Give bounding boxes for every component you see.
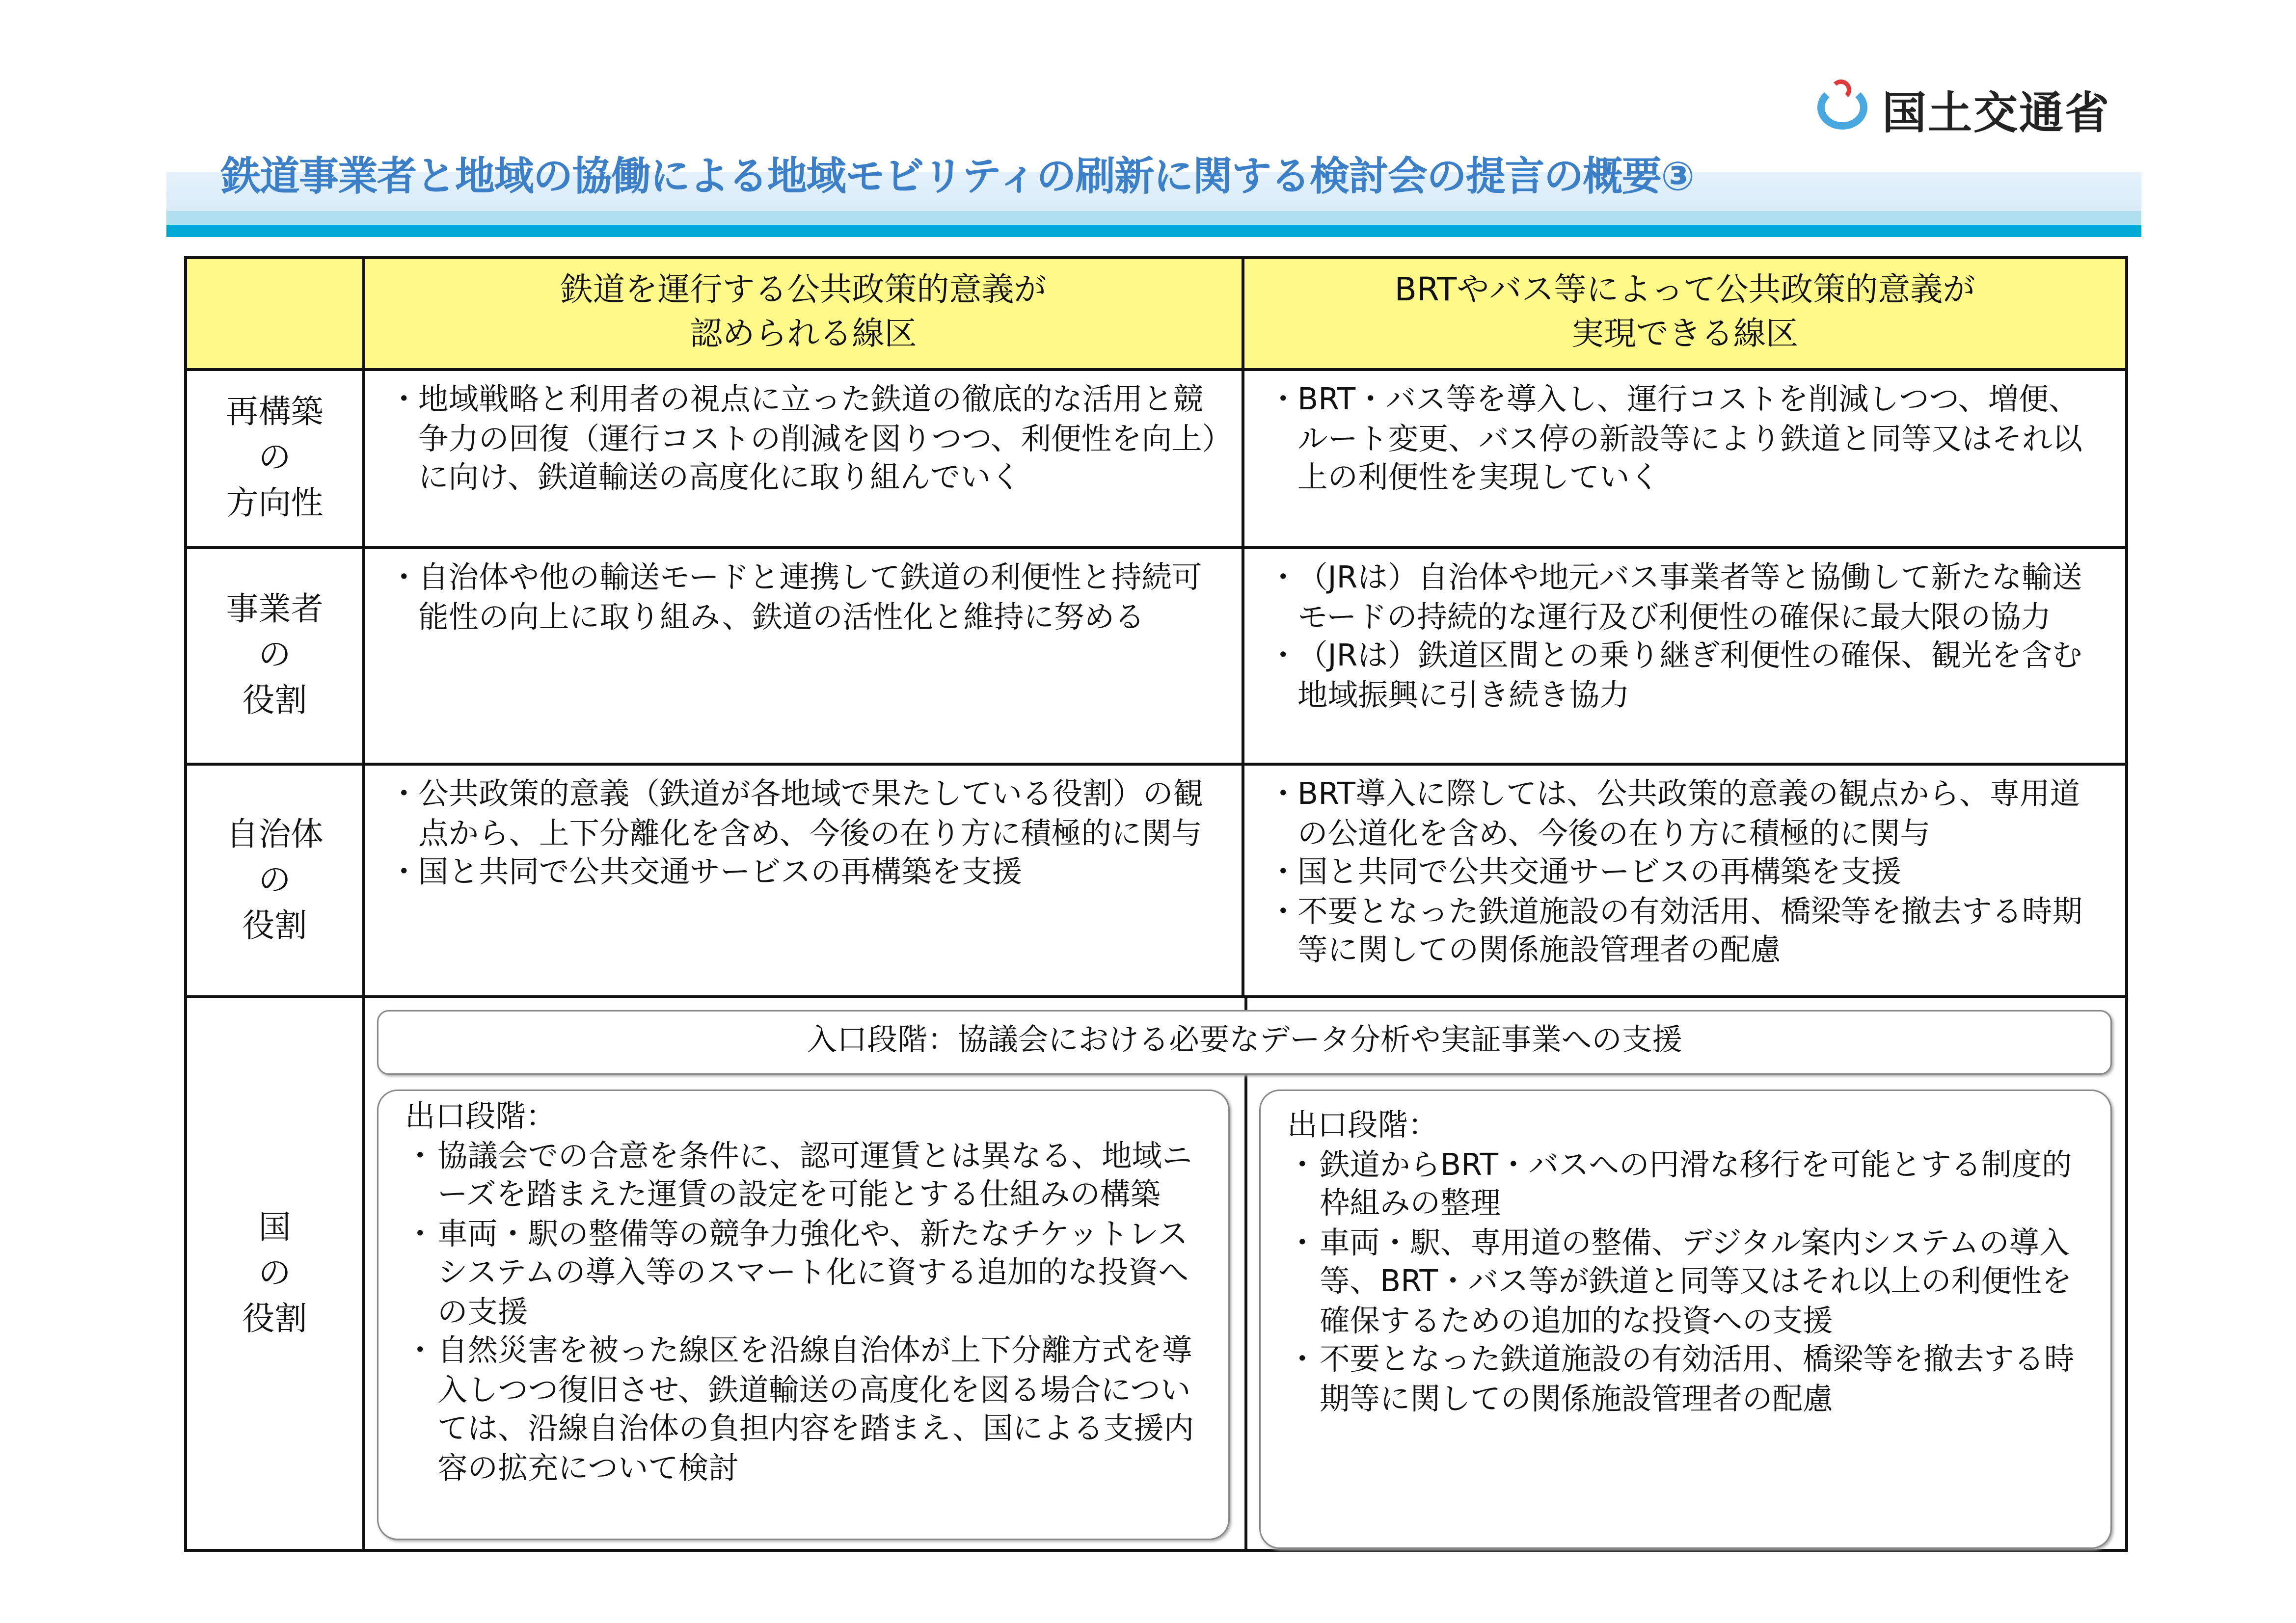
exit-heading: 出口段階： (405, 1098, 556, 1134)
list-item: ・ （JRは）自治体や地元バス事業者等と協働して新たな輸送モードの持続的な運行及び利便性の確保に最大限の協力 (1268, 558, 2105, 636)
ministry-logo (1814, 77, 2110, 141)
list-item: ・ （JRは）鉄道区間との乗り継ぎ利便性の確保、観光を含む地域振興に引き続き協力 (1268, 636, 2105, 714)
table-row (186, 548, 2127, 764)
list-item: ・ 自治体や他の輸送モードと連携して鉄道の利便性と持続可能性の向上に取り組み、鉄道の活性化と維持に努める (389, 558, 1221, 636)
table-row (186, 370, 2127, 548)
list-item: ・ BRT導入に際しては、公共政策的意義の観点から、専用道の公道化を含め、今後の在り方に積極的に関与 (1268, 774, 2105, 852)
page-title: 鉄道事業者と地域の協働による地域モビリティの刷新に関する検討会の提言の概要③ (221, 155, 1694, 200)
list-item: ・ 国と共同で公共交通サービスの再構築を支援 (1268, 852, 2105, 892)
list-item: ・ 公共政策的意義（鉄道が各地域で果たしている役割）の観点から、上下分離化を含め、今後の在り方に積極的に関与 (389, 774, 1221, 852)
row-label: 事業者 の 役割 (186, 548, 364, 764)
list-item: ・ 車両・駅の整備等の競争力強化や、新たなチケットレスシステムの導入等のスマート化に資する追加的な投資への支援 (405, 1214, 1216, 1331)
exit-heading: 出口段階： (1287, 1107, 1438, 1143)
list-item: ・ 協議会での合意を条件に、認可運賃とは異なる、地域ニーズを踏まえた運賃の設定を可能とする仕組みの構築 (405, 1136, 1216, 1214)
table-row (186, 997, 2127, 1550)
summary-table (184, 256, 2128, 1552)
list-item: ・ 不要となった鉄道施設の有効活用、橋梁等を撤去する時期等に関しての関係施設管理者の配慮 (1287, 1340, 2099, 1418)
row-label: 自治体 の 役割 (186, 764, 364, 997)
list-item: ・ 地域戦略と利用者の視点に立った鉄道の徹底的な活用と競争力の回復（運行コストの削減を図りつつ、利便性を向上）に向け、鉄道輸送の高度化に取り組んでいく (389, 380, 1221, 497)
list-item: ・ BRT・バス等を導入し、運行コストを削減しつつ、増便、ルート変更、バス停の新設等により鉄道と同等又はそれ以上の利便性を実現していく (1268, 380, 2105, 497)
rail-exit-box (377, 1090, 1230, 1540)
logo-text: 国土交通省 (1882, 88, 2110, 140)
entry-stage-box: 入口段階：協議会における必要なデータ分析や実証事業への支援 (377, 1010, 2112, 1075)
table-row (186, 764, 2127, 997)
brt-exit-box (1259, 1090, 2112, 1549)
mlit-logo-icon (1814, 80, 1870, 138)
corner-header (186, 258, 364, 370)
list-item: ・ 車両・駅、専用道の整備、デジタル案内システムの導入等、BRT・バス等が鉄道と同等又はそれ以上の利便性を確保するための追加的な投資への支援 (1287, 1223, 2099, 1340)
list-item: ・ 国と共同で公共交通サービスの再構築を支援 (389, 852, 1221, 892)
header-rail: 鉄道を運行する公共政策的意義が 認められる線区 (364, 258, 1243, 370)
row-label: 再構築 の 方向性 (186, 370, 364, 548)
list-item: ・ 自然災害を被った線区を沿線自治体が上下分離方式を導入しつつ復旧させ、鉄道輸送の高度化を図る場合については、沿線自治体の負担内容を踏まえ、国による支援内容の拡充について検討 (405, 1331, 1216, 1487)
header-brt: BRTやバス等によって公共政策的意義が 実現できる線区 (1243, 258, 2127, 370)
list-item: ・ 不要となった鉄道施設の有効活用、橋梁等を撤去する時期等に関しての関係施設管理者の配慮 (1268, 892, 2105, 970)
list-item: ・ 鉄道からBRT・バスへの円滑な移行を可能とする制度的枠組みの整理 (1287, 1145, 2099, 1223)
row-label: 国 の 役割 (186, 997, 364, 1550)
